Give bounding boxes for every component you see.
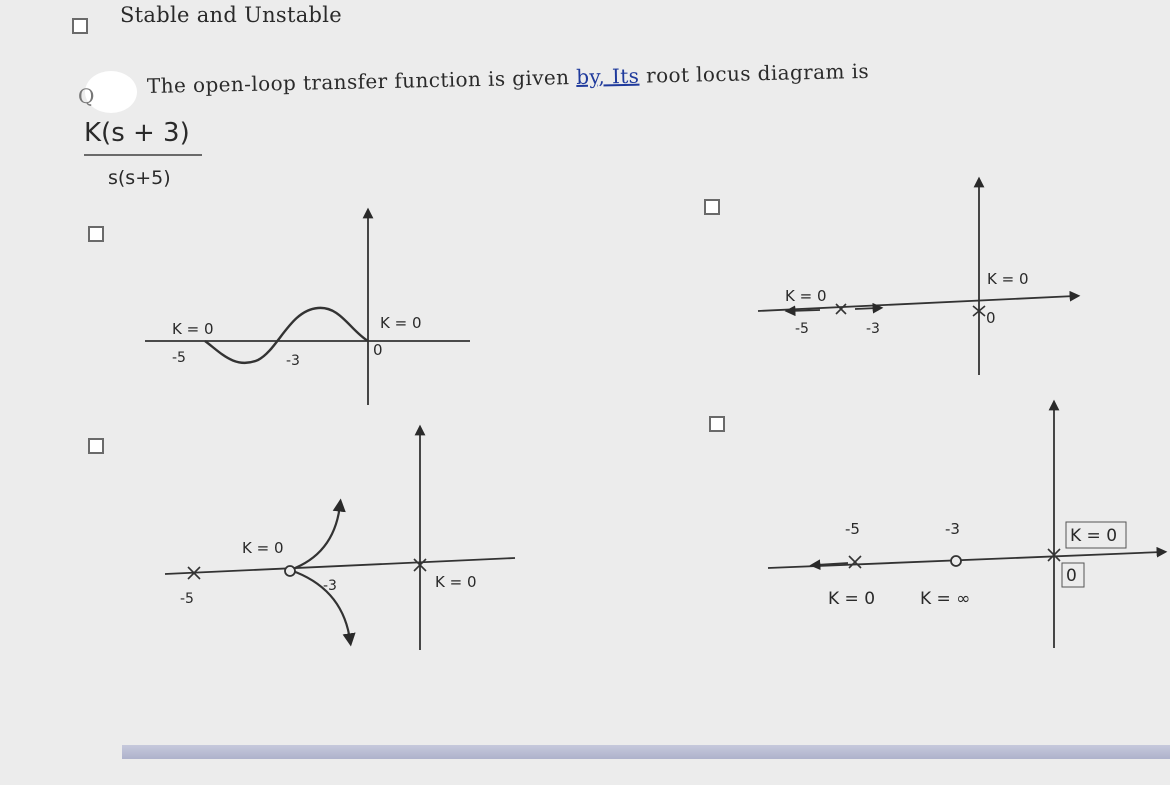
option-c-locus-lower: [290, 570, 350, 640]
option-c-k-mid: K = 0: [242, 539, 284, 557]
option-a-k-left: K = 0: [172, 320, 214, 338]
option-b-arrow-left: [790, 310, 820, 311]
option-c-pole-left: -5: [180, 591, 194, 607]
option-c-zero-marker: [285, 566, 295, 576]
option-a-zero: -3: [286, 353, 300, 369]
option-a-pole-right: 0: [373, 341, 383, 359]
option-d-pole-right: 0: [1066, 566, 1077, 586]
option-d-zero: -3: [945, 520, 960, 538]
option-d-k-zero: K = 0: [828, 589, 876, 609]
option-d-pole-left: -5: [845, 520, 860, 538]
option-c-real-axis: [165, 558, 515, 574]
option-d-k-right: K = 0: [1070, 526, 1118, 546]
option-d-k-inf: K = ∞: [920, 589, 971, 609]
question-prefix: Q: [78, 84, 95, 108]
question-text-part2: root locus diagram is: [639, 58, 870, 88]
option-d-zero-marker: [951, 556, 961, 566]
option-b-zero: -3: [866, 321, 880, 337]
option-c-diagram: [165, 430, 515, 650]
option-d-real-axis: [768, 552, 1162, 568]
option-c-k-right: K = 0: [435, 573, 477, 591]
option-a-diagram: [145, 213, 470, 405]
option-c-zero: -3: [323, 578, 337, 594]
option-b-arrow-right: [855, 308, 878, 309]
question-text-part1: The open-loop transfer function is given: [146, 65, 577, 98]
option-b-pole-right: 0: [986, 309, 996, 327]
option-b-pole-left: -5: [795, 321, 809, 337]
option-a-k-right: K = 0: [380, 314, 422, 332]
tf-numerator: K(s + 3): [84, 118, 190, 148]
stable-unstable-label: Stable and Unstable: [120, 3, 343, 27]
option-a-pole-left: -5: [172, 350, 186, 366]
bottom-scroll-bar[interactable]: [122, 745, 1170, 759]
option-b-k-right: K = 0: [987, 270, 1029, 288]
option-c-locus-upper: [290, 505, 340, 570]
option-b-k-left: K = 0: [785, 287, 827, 305]
question-link[interactable]: by, Its: [575, 63, 640, 90]
tf-denominator: s(s+5): [108, 167, 171, 189]
